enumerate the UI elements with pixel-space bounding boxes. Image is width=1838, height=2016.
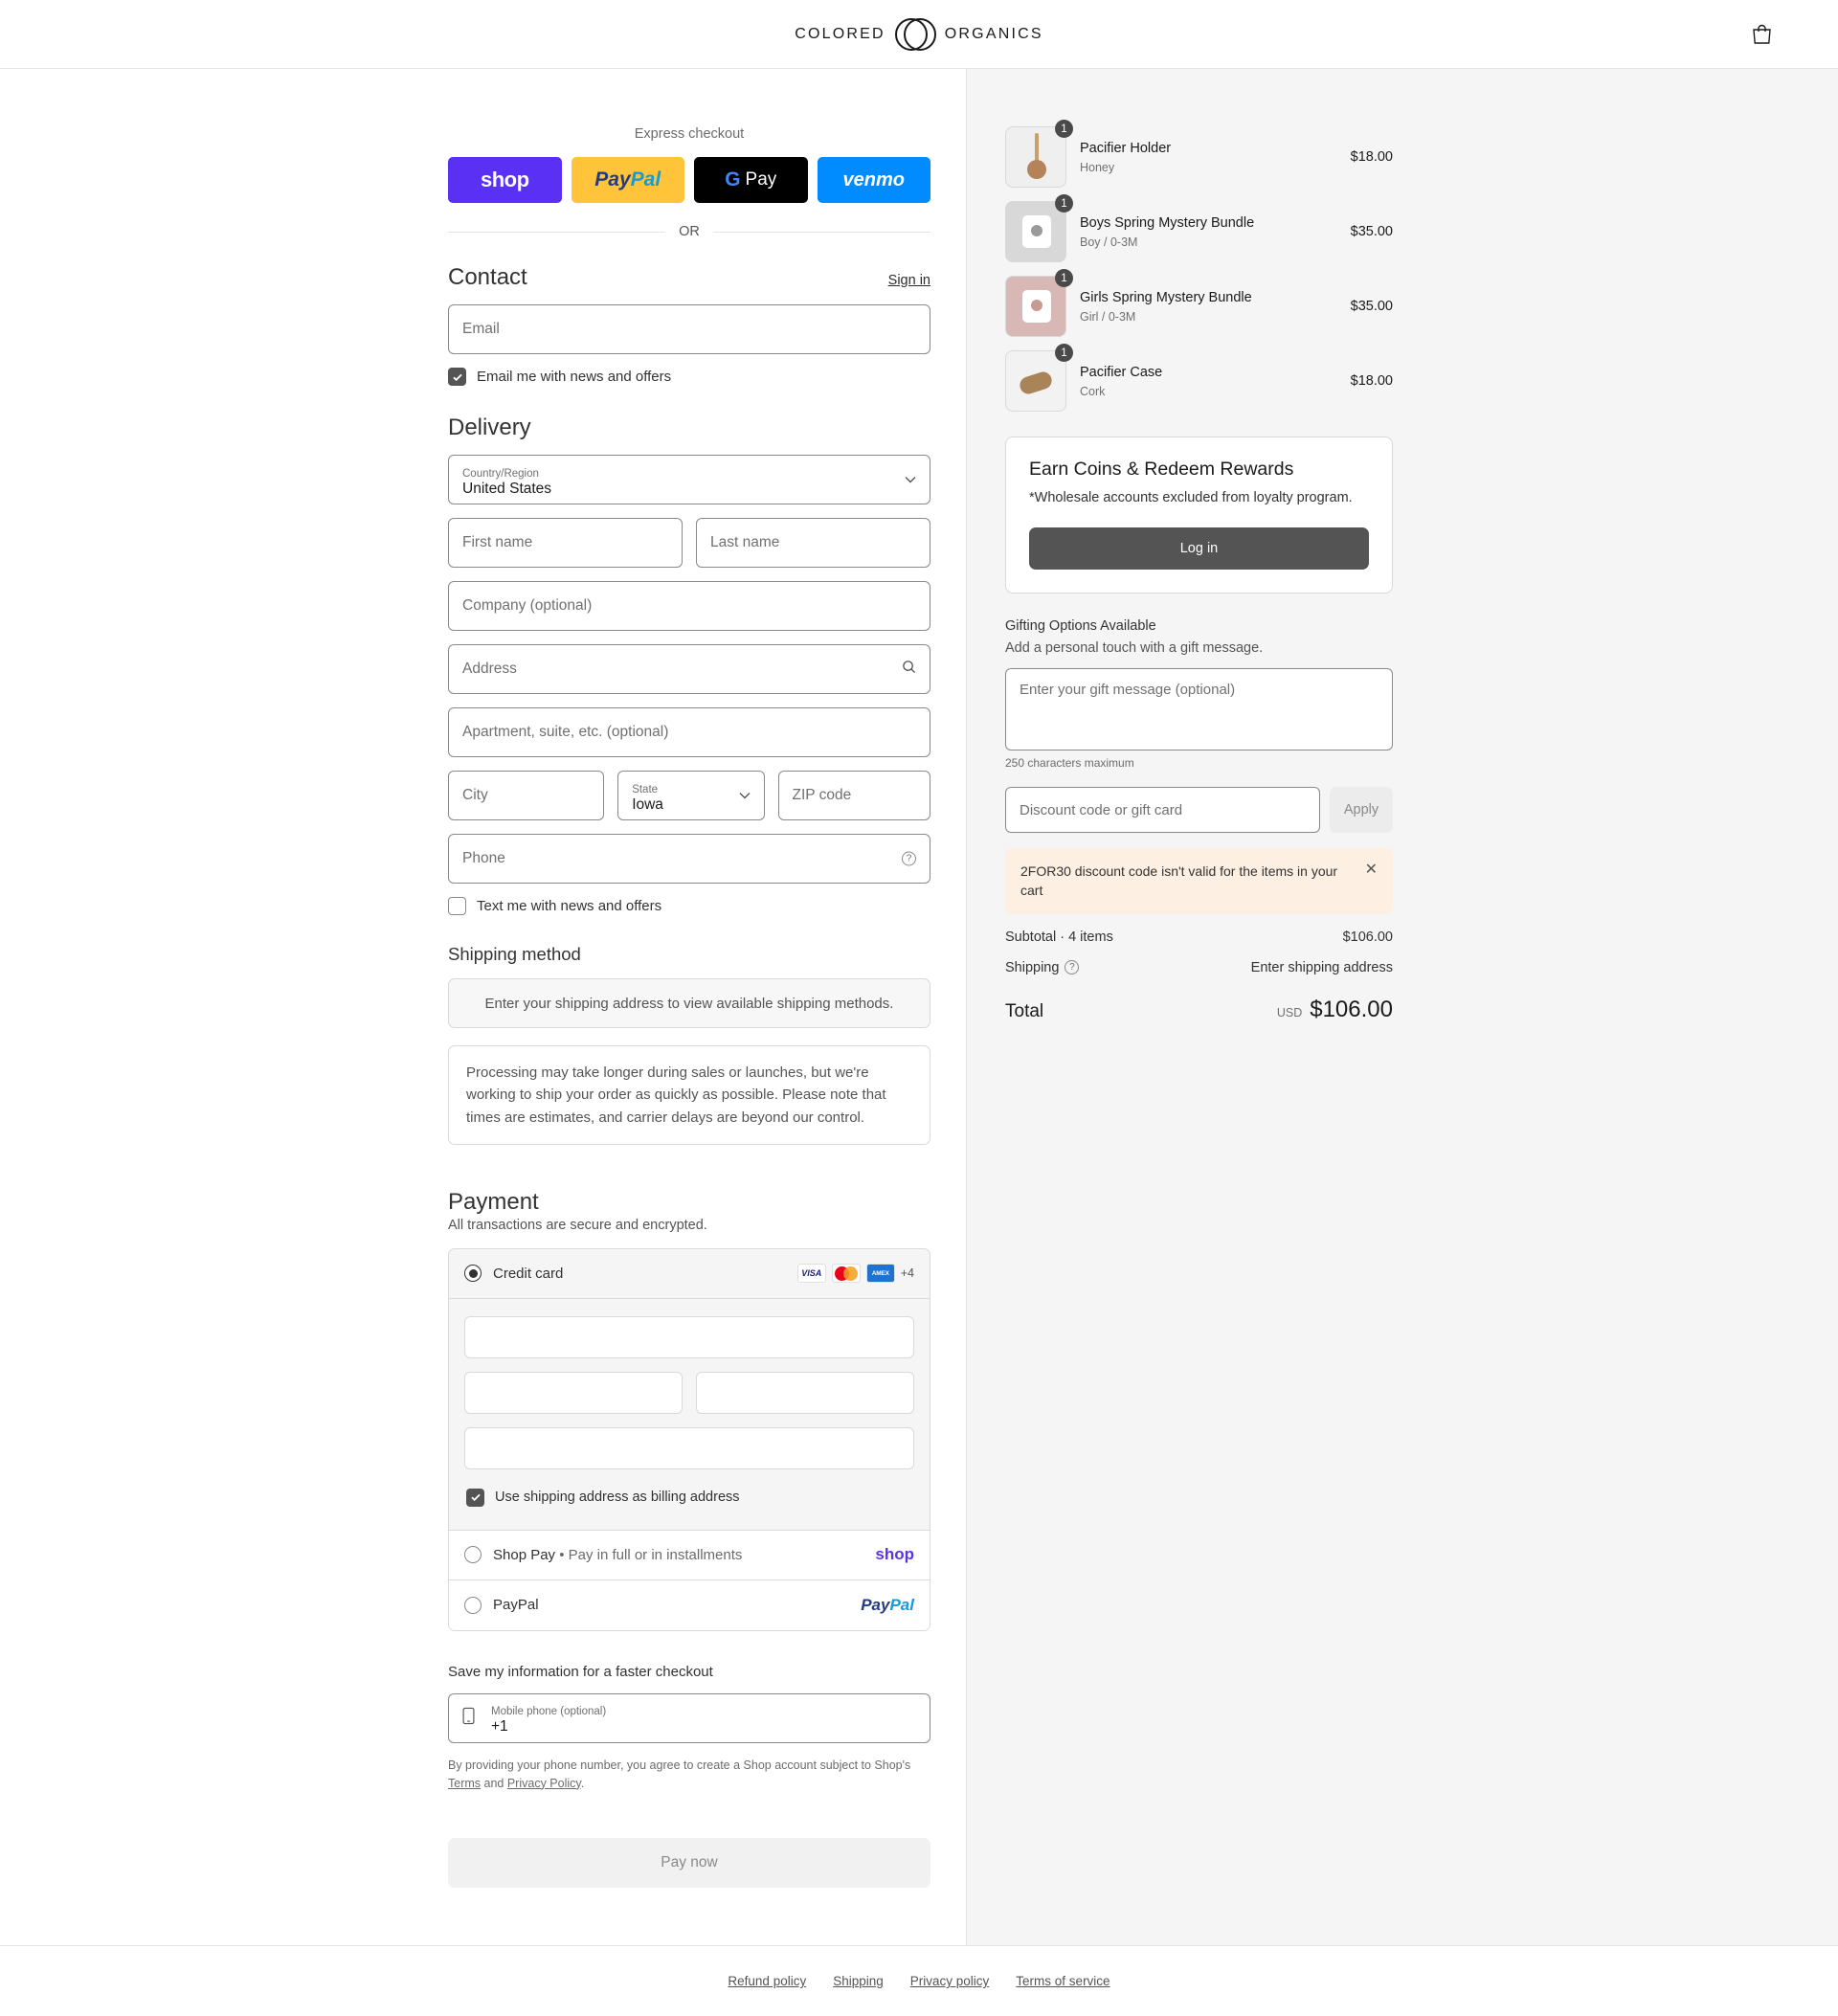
total-value: $106.00 <box>1310 996 1393 1022</box>
paypal-wordmark: PayPal <box>594 168 661 190</box>
legal-mid: and <box>481 1776 507 1790</box>
billing-address-row[interactable] <box>464 1483 914 1522</box>
apartment-placeholder: Apartment, suite, etc. (optional) <box>462 724 669 740</box>
email-field[interactable] <box>448 304 930 354</box>
processing-note: Processing may take longer during sales or launches, but we're working to ship your order as quickly as possible. Please note that times are estimates, and carrier delays are beyond our control. <box>448 1045 930 1145</box>
legal-suffix: . <box>580 1776 585 1790</box>
checkout-form-column <box>0 69 967 1945</box>
state-value: Iowa <box>632 795 663 813</box>
item-quantity-badge: 1 <box>1055 120 1073 138</box>
brand-logo[interactable] <box>795 18 1042 51</box>
item-quantity-badge: 1 <box>1055 269 1073 287</box>
shop-pay-wordmark: shop <box>480 168 529 191</box>
rewards-title: Earn Coins & Redeem Rewards <box>1029 459 1294 480</box>
discount-error-alert <box>1005 848 1393 914</box>
google-pay-wordmark: G Pay <box>725 168 777 190</box>
shipping-row <box>1005 960 1393 975</box>
state-select[interactable] <box>617 771 764 820</box>
order-line-item <box>1005 123 1393 188</box>
total-row <box>1005 997 1393 1023</box>
mobile-phone-icon <box>462 1707 475 1729</box>
country-select[interactable] <box>448 455 930 504</box>
item-title: Pacifier Holder <box>1080 140 1172 156</box>
payment-title: Payment <box>448 1188 539 1215</box>
last-name-field[interactable] <box>696 518 930 568</box>
rewards-card <box>1005 437 1393 594</box>
save-info-legal <box>448 1757 930 1793</box>
express-checkout-buttons <box>448 157 930 203</box>
item-quantity-badge: 1 <box>1055 344 1073 362</box>
amex-icon: AMEX <box>866 1264 895 1283</box>
discount-code-input[interactable] <box>1005 787 1320 833</box>
gifting-section <box>1005 618 1393 770</box>
credit-card-form <box>449 1299 930 1531</box>
paypal-radio[interactable] <box>464 1597 482 1614</box>
item-quantity-badge: 1 <box>1055 194 1073 213</box>
shipping-empty-message: Enter your shipping address to view available shipping methods. <box>448 978 930 1028</box>
paypal-logo-icon: PayPal <box>861 1595 914 1614</box>
payment-method-credit-card[interactable] <box>449 1249 930 1299</box>
card-expiry-field[interactable] <box>464 1372 683 1414</box>
phone-help-icon[interactable]: ? <box>902 852 916 866</box>
mobile-phone-field[interactable] <box>448 1693 930 1743</box>
payment-methods-list <box>448 1248 930 1631</box>
delivery-title: Delivery <box>448 414 531 440</box>
item-variant: Honey <box>1080 161 1115 175</box>
google-pay-button[interactable] <box>694 157 808 203</box>
shop-pay-logo-icon: shop <box>875 1545 914 1564</box>
venmo-wordmark: venmo <box>842 168 905 190</box>
payment-subtitle: All transactions are secure and encrypted. <box>448 1217 707 1233</box>
item-variant: Boy / 0-3M <box>1080 235 1138 250</box>
order-summary-column <box>967 69 1838 1945</box>
shop-pay-label <box>493 1547 742 1563</box>
save-info-title: Save my information for a faster checkout <box>448 1663 713 1680</box>
search-icon <box>902 660 916 679</box>
shop-pay-button[interactable] <box>448 157 562 203</box>
paypal-label: PayPal <box>493 1597 539 1614</box>
email-newsletter-checkbox[interactable] <box>448 368 466 386</box>
delivery-section <box>448 414 930 915</box>
total-currency: USD <box>1276 1005 1303 1019</box>
logo-mark-icon <box>895 18 935 51</box>
company-placeholder: Company (optional) <box>462 597 593 614</box>
terms-of-service-link[interactable]: Terms of service <box>1016 1974 1110 1989</box>
item-title: Pacifier Case <box>1080 364 1163 380</box>
subtotal-label: Subtotal · 4 items <box>1005 929 1113 945</box>
order-items-list <box>1005 123 1393 412</box>
shipping-help-icon[interactable]: ? <box>1065 960 1079 974</box>
shop-pay-name: Shop Pay <box>493 1546 556 1563</box>
order-line-item <box>1005 197 1393 262</box>
mobile-phone-value: +1 <box>491 1718 508 1736</box>
gift-message-hint: 250 characters maximum <box>1005 756 1134 771</box>
shop-pay-sublabel: • Pay in full or in installments <box>559 1546 743 1563</box>
credit-card-label: Credit card <box>493 1265 564 1282</box>
site-footer <box>0 1945 1838 2016</box>
save-info-section <box>448 1664 930 1793</box>
address-placeholder: Address <box>462 661 517 677</box>
shop-pay-radio[interactable] <box>464 1546 482 1563</box>
apartment-field[interactable] <box>448 707 930 757</box>
privacy-policy-link[interactable]: Privacy Policy <box>506 1776 581 1790</box>
site-header <box>0 0 1838 69</box>
shipping-method-section <box>448 944 930 1145</box>
sms-newsletter-checkbox[interactable] <box>448 897 466 915</box>
shopping-bag-icon[interactable] <box>1747 20 1776 49</box>
first-name-field[interactable] <box>448 518 683 568</box>
paypal-button[interactable] <box>572 157 685 203</box>
shipping-policy-link[interactable]: Shipping <box>833 1974 884 1989</box>
city-placeholder: City <box>462 787 488 803</box>
phone-field[interactable] <box>448 834 930 884</box>
express-checkout-section <box>448 126 930 239</box>
refund-policy-link[interactable]: Refund policy <box>728 1974 807 1989</box>
card-name-field[interactable] <box>464 1427 914 1469</box>
apply-discount-button[interactable]: Apply <box>1330 787 1393 833</box>
or-divider <box>448 224 930 239</box>
sms-newsletter-row[interactable] <box>448 897 930 915</box>
last-name-placeholder: Last name <box>710 534 780 550</box>
card-brand-badges <box>797 1264 914 1283</box>
item-price: $18.00 <box>1350 149 1393 165</box>
venmo-button[interactable] <box>818 157 931 203</box>
item-title: Boys Spring Mystery Bundle <box>1080 214 1255 231</box>
company-field[interactable] <box>448 581 930 631</box>
email-newsletter-row[interactable] <box>448 368 930 386</box>
terms-link[interactable]: Terms <box>448 1776 482 1790</box>
email-placeholder: Email <box>462 321 500 337</box>
mastercard-icon <box>832 1264 861 1283</box>
visa-icon: VISA <box>797 1264 826 1283</box>
logo-text-left: COLORED <box>795 25 885 42</box>
address-field[interactable] <box>448 644 930 694</box>
rewards-login-button[interactable]: Log in <box>1029 527 1369 570</box>
item-title: Girls Spring Mystery Bundle <box>1080 289 1252 305</box>
gift-message-textarea[interactable] <box>1005 668 1393 750</box>
zip-field[interactable] <box>778 771 930 820</box>
gift-message-placeholder: Enter your gift message (optional) <box>1020 682 1236 699</box>
country-label: Country/Region <box>462 467 539 480</box>
payment-method-shop-pay[interactable] <box>449 1531 930 1580</box>
mobile-phone-label: Mobile phone (optional) <box>491 1706 607 1718</box>
item-variant: Girl / 0-3M <box>1080 310 1136 325</box>
gifting-subtitle: Add a personal touch with a gift message. <box>1005 640 1264 657</box>
logo-text-right: ORGANICS <box>944 25 1043 42</box>
discount-section <box>1005 787 1393 833</box>
shipping-value: Enter shipping address <box>1250 959 1393 975</box>
billing-address-label: Use shipping address as billing address <box>495 1490 740 1506</box>
rewards-subtitle: *Wholesale accounts excluded from loyalty program. <box>1029 490 1353 505</box>
express-checkout-label: Express checkout <box>634 126 745 142</box>
item-price: $18.00 <box>1350 373 1393 389</box>
subtotal-row <box>1005 930 1393 945</box>
order-line-item <box>1005 272 1393 337</box>
credit-card-radio[interactable] <box>464 1265 482 1282</box>
zip-placeholder: ZIP code <box>792 787 852 803</box>
close-icon[interactable]: ✕ <box>1364 862 1378 879</box>
contact-section <box>448 264 930 386</box>
state-label: State <box>632 783 659 795</box>
total-label: Total <box>1005 1000 1044 1021</box>
first-name-placeholder: First name <box>462 534 533 550</box>
subtotal-value: $106.00 <box>1342 929 1393 945</box>
gifting-title: Gifting Options Available <box>1005 618 1156 635</box>
pay-now-button[interactable]: Pay now <box>448 1838 930 1888</box>
totals-section <box>1005 930 1393 1023</box>
shipping-method-title: Shipping method <box>448 944 581 964</box>
sms-newsletter-label: Text me with news and offers <box>477 898 662 914</box>
legal-prefix: By providing your phone number, you agree to create a Shop account subject to Shop's <box>448 1758 911 1772</box>
chevron-down-icon <box>905 471 916 488</box>
or-text: OR <box>679 224 700 239</box>
phone-placeholder: Phone <box>462 850 505 866</box>
checkout-main <box>0 69 1838 1945</box>
payment-method-paypal[interactable] <box>449 1580 930 1630</box>
order-line-item <box>1005 347 1393 412</box>
billing-address-checkbox[interactable] <box>466 1489 484 1507</box>
discount-code-placeholder: Discount code or gift card <box>1020 801 1183 818</box>
contact-title: Contact <box>448 264 527 290</box>
city-field[interactable] <box>448 771 604 820</box>
country-value: United States <box>462 480 552 497</box>
privacy-policy-link[interactable]: Privacy policy <box>909 1974 990 1989</box>
more-cards-label: +4 <box>900 1266 914 1281</box>
item-price: $35.00 <box>1350 224 1393 239</box>
chevron-down-icon <box>739 787 751 804</box>
shipping-label: Shipping <box>1005 959 1060 975</box>
item-variant: Cork <box>1080 385 1106 399</box>
email-newsletter-label: Email me with news and offers <box>477 369 672 385</box>
card-cvv-field[interactable] <box>696 1372 914 1414</box>
card-number-field[interactable] <box>464 1316 914 1358</box>
discount-error-text: 2FOR30 discount code isn't valid for the items in your cart <box>1020 863 1338 899</box>
item-price: $35.00 <box>1350 299 1393 314</box>
sign-in-link[interactable]: Sign in <box>887 273 930 288</box>
payment-section <box>448 1189 930 1631</box>
